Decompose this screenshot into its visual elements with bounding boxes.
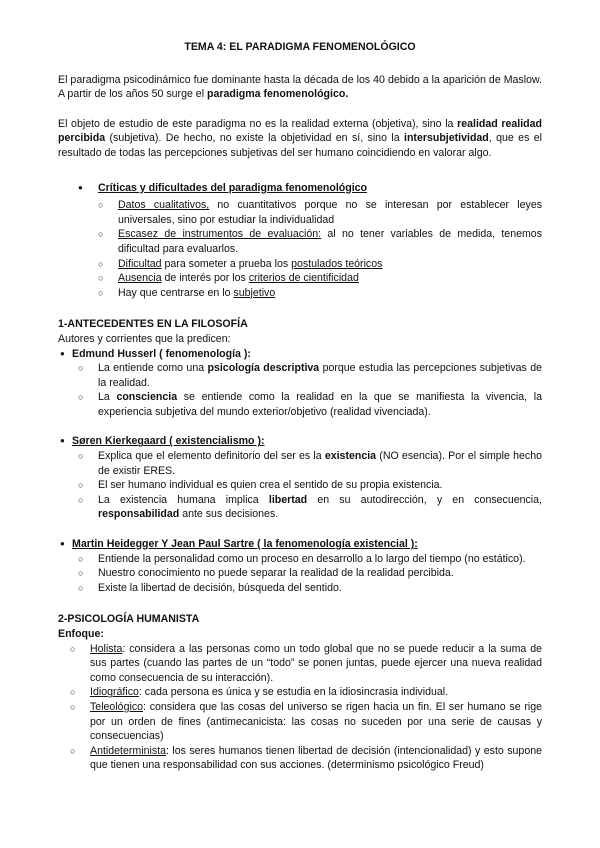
list-item: ○ Dificultad para someter a prueba los postulados teóricos [98, 257, 542, 272]
list-item: ○ La existencia humana implica libertad en su autodirección, y en consecuencia, responsabilidad ante sus decisiones. [78, 493, 542, 522]
section-2-heading: 2-PSICOLOGÍA HUMANISTA [58, 613, 200, 626]
intro2-bold-d: intersubjetividad [404, 132, 489, 145]
list-item: ○ Datos cualitativos, no cuantitativos porque no se interesan por establecer leyes universales, sino por estudiar la individualidad [98, 198, 542, 227]
list-item: ○ Existe la libertad de decisión, búsqueda del sentido. [78, 581, 542, 596]
section-1-heading: 1-ANTECEDENTES EN LA FILOSOFÍA [58, 318, 248, 331]
list-item: ○ La consciencia se entiende como la realidad en la que se manifiesta la vivencia, la experiencia subjetiva del mundo exterior/objetivo (realidad vivenciada). [78, 390, 542, 419]
page-title: TEMA 4: EL PARADIGMA FENOMENOLÓGICO [184, 41, 416, 53]
criticas-items [98, 198, 542, 300]
list-item: ○ Explica que el elemento definitorio del ser es la existencia (NO esencia). Por el simple hecho de existir ERES. [78, 449, 542, 478]
intro2-text-e: , que es el resultado de todas las percepciones subjetivas del ser humano coincidiendo en valorar algo. [58, 132, 543, 159]
list-item: ○ Hay que centrarse en lo subjetivo [98, 286, 542, 301]
heidegger-block [58, 537, 542, 595]
document-page [58, 40, 542, 773]
kierkegaard-block [58, 434, 542, 522]
list-item: ○ La entiende como una psicología descriptiva porque estudia las percepciones subjetivas de la realidad. [78, 361, 542, 390]
author-heidegger-sartre: ● Martin Heidegger Y Jean Paul Sartre ( la fenomenología existencial ): ○ Entiende la personalidad como un proceso en desarrollo a lo largo del tiempo (no estático). ○ Nuestro conocimiento no puede separar la realidad de la realidad percibida. ○ Existe la libertad de decisión, búsqueda del sentido. [58, 537, 542, 595]
intro-paragraph-2 [58, 117, 542, 161]
section-1-subtitle: Autores y corrientes que la predicen: [58, 332, 231, 345]
enfoque-list [70, 642, 542, 773]
intro-paragraph-1 [58, 73, 542, 102]
intro2-bold-a: realidad realidad percibida [58, 117, 542, 145]
list-item: ○ Escasez de instrumentos de evaluación: al no tener variables de medida, tenemos dificultad para evaluarlos. [98, 227, 542, 256]
enfoque-label: Enfoque: [58, 628, 104, 640]
list-item: ○ Teleológico: considera que las cosas del universo se rigen hacia un fin. El ser humano se rige por un orden de fines (antimecanicista: las cosas no suceden por una serie de causas y consecuencias) [70, 700, 542, 744]
list-item: ○ Nuestro conocimiento no puede separar la realidad de la realidad percibida. [78, 566, 542, 581]
author-kierkegaard: ● Søren Kierkegaard ( existencialismo ): ○ Explica que el elemento definitorio del ser es la existencia (NO esencia). Por el simple hecho de existir ERES. ○ El ser humano individual es quien crea el sentido de su propia existencia. ○ La existencia humana implica libertad en su autodirección, y en consecuencia, responsabilidad ante sus decisiones. [58, 434, 542, 522]
author-husserl: ● Edmund Husserl ( fenomenología ): ○ La entiende como una psicología descriptiva porque estudia las percepciones subjetivas de la realidad. ○ La consciencia se entiende como la realidad en la que se manifiesta la vivencia, la experiencia subjetiva del mundo exterior/objetivo (realidad vivenciada). [58, 347, 542, 420]
list-item: ○ Ausencia de interés por los criterios de cientificidad [98, 271, 542, 286]
intro-bold-term: paradigma fenomenológico. [207, 88, 349, 101]
intro2-text-c: (subjetiva). De hecho, no existe la objetividad en sí, sino la [109, 132, 400, 145]
list-item: ○ Idiográfico: cada persona es única y se estudia en la idiosincrasia individual. [70, 685, 542, 700]
intro-text: El paradigma psicodinámico fue dominante hasta la década de los 40 debido a la aparición de Maslow. A partir de los años 50 surge el [58, 73, 542, 101]
husserl-block [58, 347, 542, 420]
intro2-text-a: El objeto de estudio de este paradigma no es la realidad externa (objetiva), sino la [58, 117, 454, 130]
criticas-heading: ● Críticas y dificultades del paradigma fenomenológico ○ Datos cualitativos, no cuantitativos porque no se interesan por establecer leyes universales, sino por estudiar la individualidad ○ Escasez de instrumentos de evaluación: al no tener variables de medida, tenemos dificultad para evaluarlos. ○ Dificultad para someter a prueba los postulados teóricos ○ Ausencia de interés por los criterios de cientificidad ○ Hay que centrarse en lo subjetivo [78, 181, 542, 301]
list-item: ○ Holista: considera a las personas como un todo global que no se puede reducir a la suma de sus partes (cuando las partes de un “todo” se ponen juntas, puede ejercer una nueva realidad como consecuencia de su interacción). [70, 642, 542, 686]
list-item: ○ El ser humano individual es quien crea el sentido de su propia existencia. [78, 478, 542, 493]
list-item: ○ Antideterminista: los seres humanos tienen libertad de decisión (intencionalidad) y esto supone que tienen una responsabilidad con sus acciones. (determinismo psicológico Freud) [70, 744, 542, 773]
criticas-list [78, 181, 542, 301]
list-item: ○ Entiende la personalidad como un proceso en desarrollo a lo largo del tiempo (no estático). [78, 552, 542, 567]
